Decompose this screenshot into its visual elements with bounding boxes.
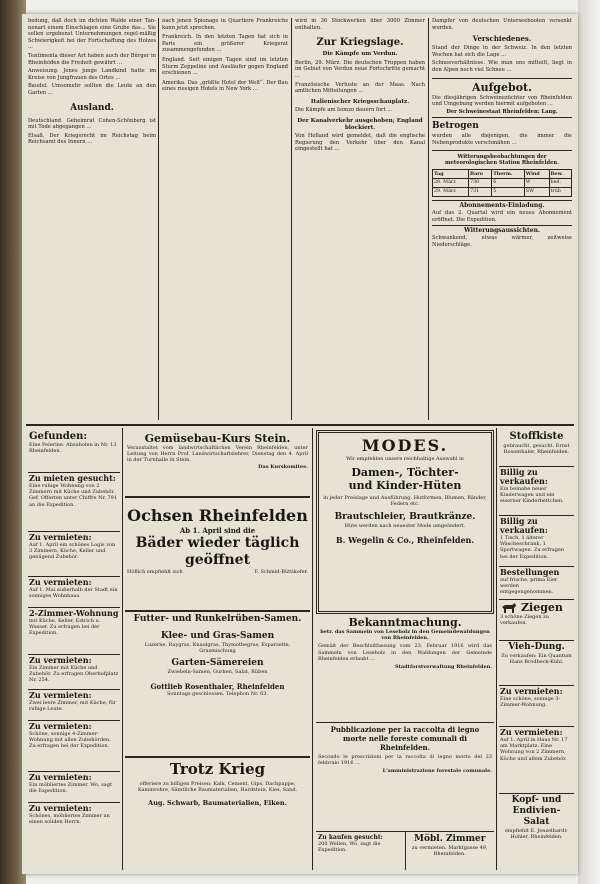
notice-sign: Der Schweinestaat Rheinfelden: Lang. [446, 108, 558, 115]
article-paragraph: Tentimenta dieser Art haben auch der Bürger in Rheinfelden die Freiheit gewährt ... [28, 52, 156, 66]
ad-modes [316, 430, 494, 614]
ad-text: Auf 1. Mai außerhalb der Stadt ein sonniges Wohnhaus. [29, 587, 118, 600]
table-cell: trüb [549, 187, 572, 196]
ad-line: Brautschleier, Brautkränze. [334, 511, 476, 522]
notice-text: Schwankend, etwas wärmer, zeitweise Niederschläge. [432, 235, 572, 248]
ad-text: auf frische, prima Eier werden entgegengenommen. [500, 577, 558, 596]
article-paragraph: Amerika. Das „größte Hotel der Welt“. Der Bau eines riesigen Hotels in New York ... [162, 79, 288, 93]
article-paragraph: bedung, daß doch im dichten Walde einer Tan-nenart einem Einschlagen eine Grube das... Sie sollen ergebenst Unternehmungen regel-mäßig Schwierigkeit bei der Fortschaffung des Holzes ... [28, 18, 156, 51]
forecast-notice [432, 225, 572, 249]
ad-vermieten [28, 577, 120, 608]
newspaper-page [22, 14, 578, 874]
notice-text: Auf das 2. Quartal wird ein neues Abonnement eröffnet. Die Expedition. [432, 210, 572, 223]
table-cell: 28. März [433, 178, 469, 187]
ad-text: Zu verkaufen: Ein Quantum Hans Brodbeck-Kühl. [501, 653, 572, 666]
ad-title: Ziegen [521, 601, 563, 614]
ads-column-b [125, 430, 310, 870]
ad-vermieten [499, 686, 574, 727]
ad-title: Zu vermieten: [500, 686, 563, 696]
article-paragraph: Anweisung. Jenes junge Landkind hatte im Kreise von Jungfrauen des Ortes ... [28, 68, 156, 81]
ad-title: Bekanntmachung. [348, 616, 462, 629]
notice-title: Witterungsaussichten. [463, 226, 541, 234]
ad-subtitle: Garten-Sämereien [171, 658, 264, 669]
article-paragraph: Berlin, 29. März. Die deutschen Truppen haben im Gebiet von Verdun neue Fortschritte gemacht ... [295, 59, 425, 79]
war-heading: Zur Kriegslage. [316, 37, 404, 49]
article-paragraph: Schneeverhältnisse. Wie man uns mitteilt, liegt in den Alpen noch viel Schnee ... [432, 60, 572, 73]
table-header: Wind [524, 169, 549, 178]
ad-text: Ein beinahe neuer Kinderwagen und ein eiserner Kinderbettchen. [500, 486, 564, 505]
ad-title: Vieh-Dung. [508, 642, 565, 652]
ad-text: zu vermieten. Marktgasse 49, Rheinfelden. [411, 845, 488, 858]
ad-mieten-gesucht [28, 473, 120, 532]
notice-text: wurden alle diejenigen, die immer die Nebenprodukte verschmähen ... [432, 133, 572, 146]
ad-text: gebraucht, gesucht. Ernst Rosenthaler, Rheinfelden. [503, 443, 570, 456]
article-paragraph: Stand der Dinge in der Schweiz. In den letzten Wochen hat sich die Lage ... [432, 45, 572, 58]
ad-vermieten [28, 690, 120, 721]
betrogen-notice [432, 121, 572, 150]
ad-title: Zu vermieten: [29, 655, 92, 665]
ad-bestellungen [499, 567, 574, 600]
ad-vieh-dung [499, 641, 574, 686]
ad-subtitle: betr. das Sammeln von Leseholz in den Gemeindewaldungen von Rheinfelden. [320, 629, 490, 642]
ad-title: Zu vermieten: [500, 727, 563, 737]
article-paragraph: Französische Verluste an der Maas. Nach amtlichen Mitteilungen ... [295, 81, 425, 95]
weather-title: Witterungsbeobachtungen der meteorologischen Station Rheinfelden. [445, 153, 559, 167]
table-cell: bed. [549, 178, 572, 187]
ad-vermieten [28, 532, 120, 577]
table-row [433, 187, 572, 196]
ad-gemuesebau [125, 430, 310, 498]
ad-vermieten [28, 721, 120, 772]
column-2 [162, 18, 288, 418]
table-header: Therm. [492, 169, 525, 178]
ad-subtitle: Klee- und Gras-Samen [160, 631, 275, 641]
ad-vermieten [28, 772, 120, 803]
article-paragraph: nach jenen Spionage in Quartiere Frankreichs kann jetzt sprechen. [162, 18, 288, 31]
ad-title: Futter- und Runkelrüben-Samen. [133, 614, 302, 624]
ad-row [316, 832, 494, 870]
ad-pubblicazione [316, 723, 494, 832]
ad-sign: B. Wegelin & Co., Rheinfelden. [335, 534, 475, 545]
ad-title: Zu vermieten: [29, 690, 92, 700]
ads-column-d [499, 430, 574, 870]
ad-text: Veranstaltet vom landwirtschaftlichen Verein Rheinfelden, unter Leitung von Herrn Prof. Landwirtschaftslehrer, Dienstag den 4. April in der Turnhalle in Stein. [127, 445, 308, 464]
page-edge [578, 0, 600, 884]
column-1 [28, 18, 156, 418]
ad-salat [499, 794, 574, 848]
ad-title: Billig zu verkaufen: [500, 467, 548, 486]
article-paragraph: England. Seit einigen Tagen sind im letzten Sturm Zeppeline und Ausläufer gegen England erschienen ... [162, 56, 288, 77]
ad-text: Auf 1. April in Haus Nr. 17 am Marktplatz: Eine Wohnung von 2 Zimmern, Küche und allem Zubehör. [500, 737, 568, 762]
ad-sign: Höflich empfiehlt sich [127, 569, 183, 575]
ad-text: Ein Zimmer mit Küche und Zubehör. Zu erfragen Oberhofplatz Nr. 254. [29, 665, 119, 684]
ad-vermieten [28, 608, 120, 655]
aufgebot-notice [432, 78, 572, 119]
ad-text: Zwiebeln-Samen, Gurken, Salat, Rüben [167, 669, 268, 676]
ad-sign: Das Kurskomitee. [258, 463, 308, 470]
ad-text: Ein möbliertes Zimmer. Wo, sagt die Expedition. [29, 782, 112, 795]
ad-text: Eine Pelerine. Abzuholen in Nr. 13 Rheinfelden. [29, 442, 117, 455]
ad-title: Gefunden: [29, 431, 88, 442]
ad-title: Bestellungen [500, 567, 560, 577]
notice-text: Die diesjährigen Schweinezüchter von Rheinfelden und Umgebung werden hiermit aufgeboten ... [432, 94, 572, 108]
ad-title: Zu kaufen gesucht: [318, 834, 383, 841]
article-paragraph: Die Kämpfe am Isonzo dauern fort ... [295, 107, 393, 114]
table-cell: 730 [469, 178, 492, 187]
article-paragraph: Dampfer von deutschen Unterseebooten versenkt worden. [432, 18, 572, 31]
ad-vermieten [28, 803, 120, 845]
ad-trotz-krieg [125, 758, 310, 870]
ad-text: Eine ruhige Wohnung von 2 Zimmern mit Küche und Zubehör. Gef. Offerten unter Chiffre Nr. 791 an die Expedition. [29, 483, 118, 508]
table-row [433, 178, 572, 187]
ad-title: Zu vermieten: [29, 577, 92, 587]
ad-gefunden [28, 430, 120, 473]
ad-vermieten [28, 655, 120, 690]
ad-text: Wir empfehlen unsere reichhaltige Auswahl in [346, 456, 464, 462]
ad-title: Zu vermieten: [29, 803, 92, 813]
abonnement-notice [432, 200, 572, 224]
article-paragraph: Deutschland. Geheimrat Cohen-Schönberg ist mit Tode abgegangen ... [28, 117, 156, 131]
ad-line: und Kinder-Hüten [348, 479, 462, 493]
ad-text: 200 Wellen, Wo, sagt die Expedition. [318, 841, 381, 854]
notice-title: Abonnements-Einladung. [459, 201, 545, 209]
ad-text: in jeder Preislage und Ausführung. Hutformen, Blumen, Bänder, Federn etc. [323, 495, 487, 508]
ad-text: Luzerne, Raygras, Knaulgras, Thymothegras, Esparsette, Grasmischung [144, 642, 291, 655]
notice-title: Betrogen [432, 121, 479, 132]
ad-title: Billig zu verkaufen: [500, 516, 548, 535]
ad-text: Schönes, möbliertes Zimmer an einen soliden Herrn. [29, 813, 110, 826]
notice-title: Aufgebot. [472, 80, 532, 94]
article-paragraph: Von Holland wird gemeldet, daß die englische Regierung den Verkehr über den Kanal eingestellt hat ... [295, 133, 425, 153]
ad-vermieten [499, 727, 574, 794]
ad-line: Bäder wieder täglich [135, 535, 300, 551]
ad-stoffkiste [499, 430, 574, 467]
ad-text: 3 schöne Ziegen zu verkaufen. [500, 614, 549, 627]
ad-title: Gemüsebau-Kurs Stein. [144, 432, 291, 445]
table-header: Tag [433, 169, 469, 178]
ad-sign: L'amministrazione forestale comunale. [382, 768, 492, 775]
ad-title: Zu vermieten: [29, 721, 92, 731]
ad-moebl-zimmer [406, 832, 495, 870]
ad-text: 1 Tisch, 1 älterer Wäscheschrank, 1 Sportwagen. Zu erfragen bei der Expedition. [500, 535, 565, 560]
ad-line: Damen-, Töchter- [351, 466, 459, 480]
ad-sign: F. Schmid-Büttikofer. [254, 569, 308, 575]
ad-title: Pubblicazione per la raccolta di legno morte nelle foreste comunali di Rheinfelden. [330, 725, 480, 752]
ad-ziegen [499, 600, 574, 641]
ad-line: geöffnet [184, 552, 251, 568]
weather-table [432, 169, 572, 197]
column-4 [432, 18, 572, 418]
article-paragraph: Baudel. Umsomehr sollten die Leute an den Garten ... [28, 83, 156, 96]
ad-futter [125, 612, 310, 758]
subheading: Der Kanalverkehr ausgehoben; England blockiert. [297, 117, 423, 131]
table-cell: 731 [469, 187, 492, 196]
article-paragraph: wird in 36 Stockwerken über 3000 Zimmer enthalten. [295, 18, 425, 31]
subheading: Die Kämpfe um Verdun. [322, 51, 398, 58]
ad-title: Zu mieten gesucht: [29, 473, 116, 483]
ad-title: Möbl. Zimmer [414, 834, 486, 844]
section-heading: Verschiedenes. [472, 34, 532, 44]
ad-title: MODES. [361, 436, 449, 455]
ad-text: Gemäß der Beschlußfassung vom 23. Februar 1916 wird das Sammeln von Leseholz in den Waldungen der Gemeinde Rheinfelden erlaubt ... [318, 643, 492, 662]
ad-title: Kopf- und Endivien-Salat [511, 795, 562, 827]
ad-title: 2-Zimmer-Wohnung [29, 608, 119, 618]
ad-title: Stoffkiste [509, 431, 564, 442]
ad-sign: Stadtforstverwaltung Rheinfelden. [395, 664, 492, 671]
ad-verkaufen [499, 467, 574, 516]
ad-text: Eine schöne, sonnige 3-Zimmer-Wohnung. [500, 696, 561, 709]
article-paragraph: Frankreich. In den letzten Tagen hat sich in Paris ein größerer Kriegsrat zusammengefunden ... [162, 34, 288, 54]
ad-verkaufen [499, 516, 574, 567]
column-3 [295, 18, 425, 418]
ad-text: Hüte werden nach neuester Mode umgeändert. [344, 522, 466, 529]
table-header: Baro [469, 169, 492, 178]
ad-sign: Gottlieb Rosenthaler, Rheinfelden [150, 681, 285, 691]
ad-sign: Aug. Schwarb, Baumaterialien, Eiken. [148, 799, 287, 808]
table-cell: 29. März [433, 187, 469, 196]
ads-column-a [28, 430, 120, 870]
ad-title: Ochsen Rheinfelden [127, 506, 308, 525]
ad-sign: Sonntags geschlossen. Telephon Nr. 63. [166, 690, 269, 697]
ad-text: empfiehlt E. Jenzelhardt-Hohler, Rheinfelden. [504, 828, 569, 841]
ad-bekanntmachung [316, 614, 494, 723]
ad-text: offeriere zu billigen Preisen: Kalk, Cement, Gips, Dachpappe, Kaminrohre, Sämtliche Baumaterialien, Hardstein, Kies, Sand. [137, 781, 298, 794]
section-heading: Ausland. [70, 102, 114, 113]
ads-column-c [316, 430, 494, 870]
article-paragraph: Elsaß. Der Kriegsrecht im Reichstag beim Reichsamt des Innern ... [28, 132, 156, 146]
table-cell: SW [524, 187, 549, 196]
table-cell: 6 [492, 178, 525, 187]
ad-text: mit Küche, Keller, Estrich u. Wasser. Zu erfragen bei der Expedition. [29, 618, 101, 637]
goat-icon [500, 602, 518, 614]
ad-title: Trotz Krieg [169, 760, 266, 778]
subheading: Italienischer Kriegsschauplatz. [310, 98, 410, 105]
ad-text: Secondo le prescrizioni per la raccolta di legno morto del 23 febbraio 1916 ... [318, 754, 492, 767]
table-cell: W [524, 178, 549, 187]
ad-title: Zu vermieten: [29, 532, 92, 542]
ad-kaufen [316, 832, 406, 870]
ad-text: Auf 1. April ein schönes Logis von 3 Zimmern, Küche, Keller und genügend Zubehör. [29, 542, 116, 561]
ad-title: Zu vermieten: [29, 772, 92, 782]
table-cell: 5 [492, 187, 525, 196]
ad-text: Zwei leere Zimmer, mit Küche, für ruhige Leute. [29, 700, 117, 713]
ad-text: Schöne, sonnige 4-Zimmer-Wohnung mit allen Zubehörden. Zu erfragen bei der Expedition. [29, 731, 111, 750]
table-header: Bew. [549, 169, 572, 178]
ad-line: Ab 1. April sind die [179, 526, 256, 535]
ad-ochsen [125, 498, 310, 612]
